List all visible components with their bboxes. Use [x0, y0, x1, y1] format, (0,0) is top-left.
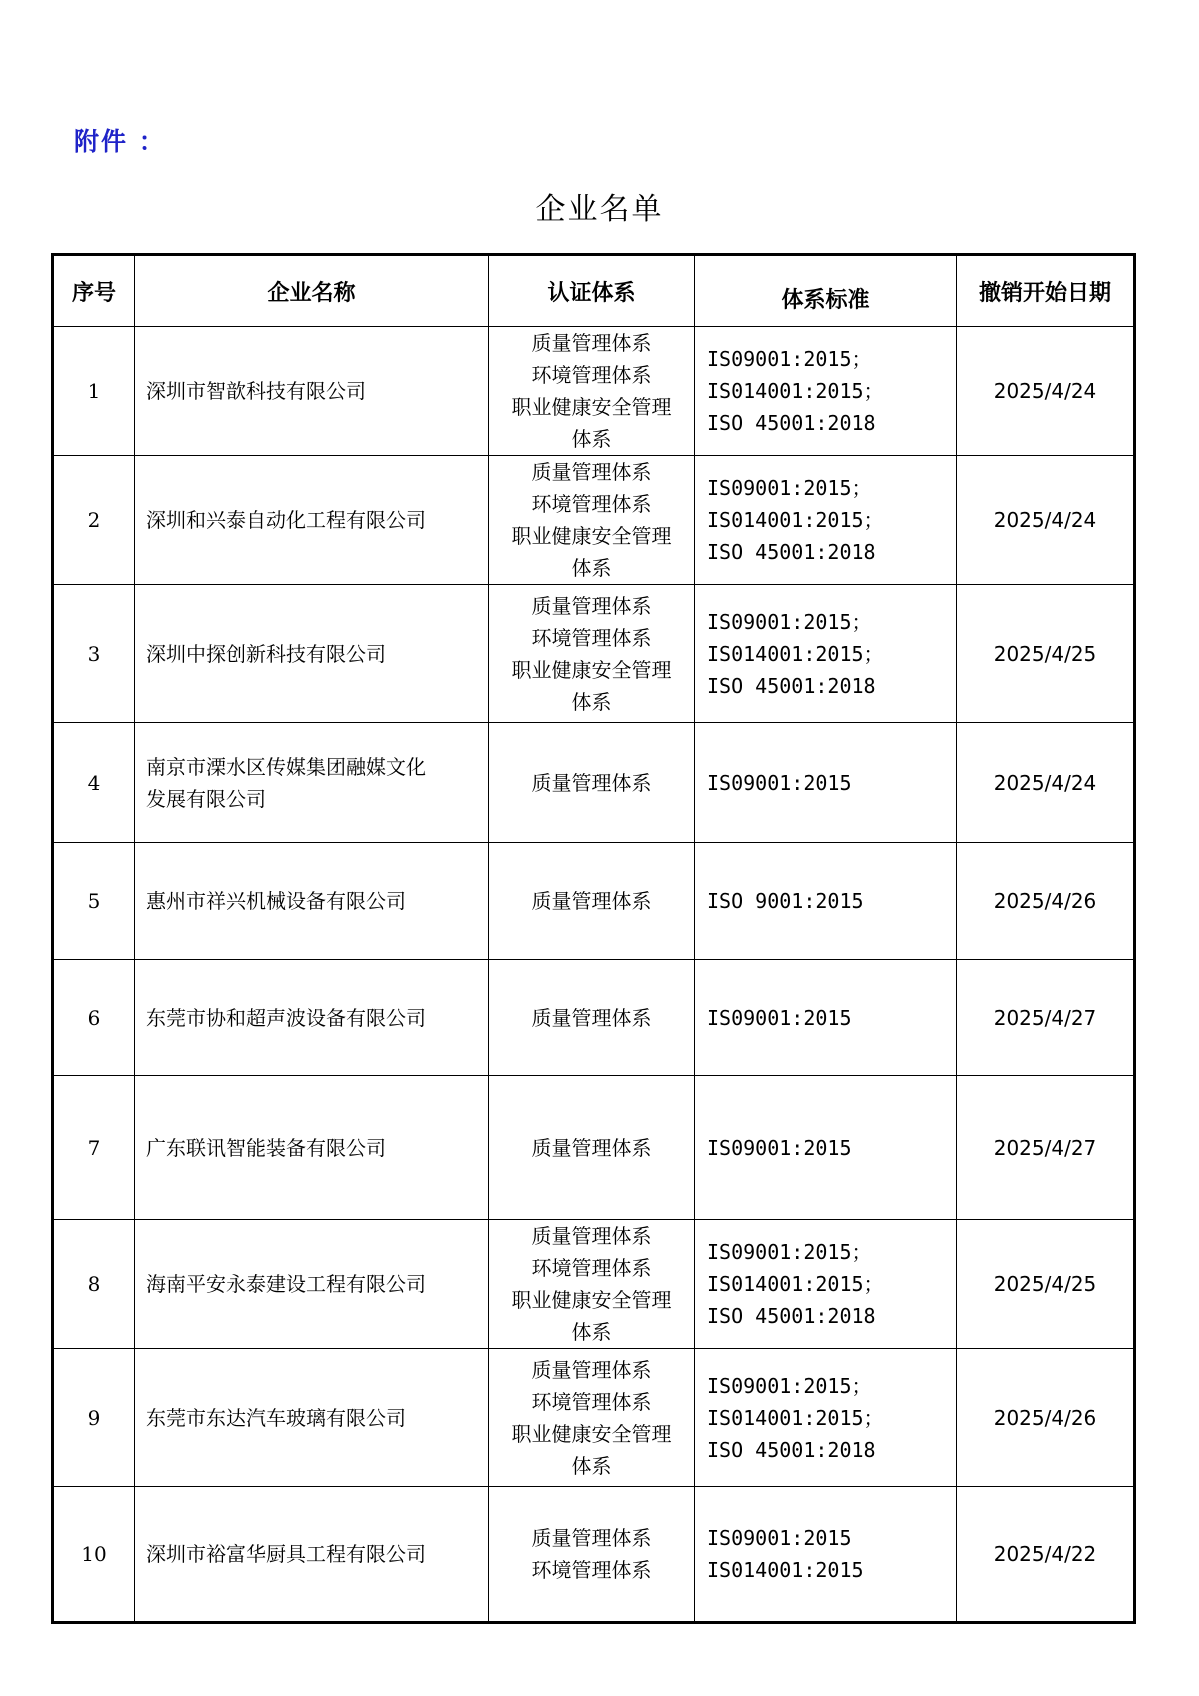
certification-system-cell-line: 职业健康安全管理 — [511, 1421, 672, 1446]
table-row — [53, 585, 1135, 723]
system-standard-cell-line: IS09001:2015； — [707, 1373, 872, 1398]
system-standard-cell — [695, 1220, 957, 1349]
system-standard-cell — [695, 1487, 957, 1623]
serial-number-cell: 10 — [53, 1487, 135, 1623]
certification-system-cell — [489, 723, 695, 843]
system-standard-cell-line: ISO 45001:2018 — [707, 540, 876, 564]
certification-system-cell-line: 体系 — [571, 427, 612, 451]
serial-number-cell: 8 — [53, 1220, 135, 1349]
certification-system-cell-line: 体系 — [571, 1320, 612, 1344]
header-system-standard: 体系标准 — [695, 255, 957, 327]
enterprise-name-cell-line: 惠州市祥兴机械设备有限公司 — [146, 889, 406, 913]
document-title: 企业名单 — [535, 192, 664, 227]
system-standard-cell-line: IS09001:2015； — [707, 476, 872, 500]
certification-system-cell — [489, 456, 695, 585]
certification-system-cell-line: 质量管理体系 — [531, 1224, 652, 1248]
system-standard-cell-line: IS014001:2015 — [707, 1558, 864, 1582]
enterprise-list-table — [51, 253, 1136, 1624]
system-standard-cell — [695, 456, 957, 585]
enterprise-name-cell-line: 深圳市裕富华厨具工程有限公司 — [146, 1542, 426, 1566]
enterprise-name-cell-line: 深圳中探创新科技有限公司 — [146, 641, 386, 666]
system-standard-cell-line: IS014001:2015； — [707, 508, 884, 532]
enterprise-name-cell — [135, 1220, 489, 1349]
system-standard-cell-line: IS014001:2015； — [707, 641, 884, 666]
revocation-date-cell: 2025/4/27 — [957, 1076, 1135, 1220]
certification-system-cell — [489, 843, 695, 960]
serial-number-cell: 1 — [53, 327, 135, 456]
revocation-date-cell: 2025/4/25 — [957, 1220, 1135, 1349]
system-standard-cell — [695, 723, 957, 843]
table-row — [53, 456, 1135, 585]
certification-system-cell-line: 体系 — [571, 556, 612, 580]
system-standard-cell-line: IS09001:2015 — [707, 1135, 852, 1160]
serial-number-cell: 9 — [53, 1349, 135, 1487]
revocation-date-cell: 2025/4/25 — [957, 585, 1135, 723]
certification-system-cell-line: 职业健康安全管理 — [511, 395, 672, 419]
table-row — [53, 1349, 1135, 1487]
table-row — [53, 843, 1135, 960]
revocation-date-cell: 2025/4/27 — [957, 960, 1135, 1076]
enterprise-name-cell-line: 深圳和兴泰自动化工程有限公司 — [146, 508, 426, 532]
system-standard-cell-line: ISO 45001:2018 — [707, 1304, 876, 1328]
certification-system-cell-line: 质量管理体系 — [531, 1005, 652, 1030]
enterprise-name-cell-line: 东莞市协和超声波设备有限公司 — [146, 1005, 426, 1030]
certification-system-cell — [489, 585, 695, 723]
revocation-date-cell: 2025/4/26 — [957, 843, 1135, 960]
system-standard-cell — [695, 1349, 957, 1487]
certification-system-cell — [489, 1076, 695, 1220]
system-standard-cell-line: IS09001:2015 — [707, 1005, 852, 1030]
system-standard-cell-line: ISO 45001:2018 — [707, 411, 876, 435]
certification-system-cell — [489, 1487, 695, 1623]
revocation-date-cell: 2025/4/22 — [957, 1487, 1135, 1623]
enterprise-name-cell-line: 发展有限公司 — [146, 786, 266, 811]
system-standard-cell-line: ISO 45001:2018 — [707, 1437, 876, 1462]
system-standard-cell-line: IS09001:2015； — [707, 1240, 872, 1264]
certification-system-cell-line: 质量管理体系 — [531, 593, 652, 618]
enterprise-name-cell — [135, 1076, 489, 1220]
revocation-date-cell: 2025/4/26 — [957, 1349, 1135, 1487]
system-standard-cell — [695, 960, 957, 1076]
certification-system-cell-line: 体系 — [571, 689, 612, 714]
header-revocation-start-date: 撤销开始日期 — [957, 255, 1135, 327]
system-standard-cell-line: IS09001:2015 — [707, 1526, 852, 1550]
revocation-date-cell: 2025/4/24 — [957, 456, 1135, 585]
certification-system-cell-line: 职业健康安全管理 — [511, 1288, 672, 1312]
certification-system-cell-line: 环境管理体系 — [531, 492, 652, 516]
certification-system-cell-line: 环境管理体系 — [531, 1389, 652, 1414]
enterprise-name-cell — [135, 723, 489, 843]
enterprise-name-cell — [135, 585, 489, 723]
system-standard-cell — [695, 843, 957, 960]
serial-number-cell: 2 — [53, 456, 135, 585]
table-row — [53, 1076, 1135, 1220]
table-body — [53, 327, 1135, 1623]
enterprise-name-cell — [135, 960, 489, 1076]
table-row — [53, 1487, 1135, 1623]
enterprise-name-cell-line: 深圳市智歆科技有限公司 — [146, 379, 366, 403]
certification-system-cell-line: 环境管理体系 — [531, 1256, 652, 1280]
certification-system-cell-line: 质量管理体系 — [531, 889, 652, 913]
certification-system-cell-line: 环境管理体系 — [531, 625, 652, 650]
enterprise-name-cell — [135, 1349, 489, 1487]
certification-system-cell-line: 职业健康安全管理 — [511, 657, 672, 682]
certification-system-cell-line: 质量管理体系 — [531, 770, 652, 795]
certification-system-cell-line: 质量管理体系 — [531, 1135, 652, 1160]
system-standard-cell-line: IS09001:2015； — [707, 347, 872, 371]
enterprise-name-cell — [135, 456, 489, 585]
system-standard-cell-line: ISO 9001:2015 — [707, 889, 864, 913]
enterprise-name-cell — [135, 843, 489, 960]
certification-system-cell-line: 环境管理体系 — [531, 363, 652, 387]
system-standard-cell-line: IS014001:2015； — [707, 1272, 884, 1296]
enterprise-name-cell-line: 海南平安永泰建设工程有限公司 — [146, 1272, 426, 1296]
certification-system-cell — [489, 1349, 695, 1487]
certification-system-cell-line: 质量管理体系 — [531, 331, 652, 355]
certification-system-cell-line: 环境管理体系 — [531, 1558, 652, 1582]
system-standard-cell — [695, 585, 957, 723]
table-row — [53, 960, 1135, 1076]
header-serial-number: 序号 — [53, 255, 135, 327]
attachment-label: 附件 ： — [74, 127, 166, 156]
serial-number-cell: 5 — [53, 843, 135, 960]
certification-system-cell-line: 职业健康安全管理 — [511, 524, 672, 548]
enterprise-name-cell-line: 南京市溧水区传媒集团融媒文化 — [146, 754, 426, 779]
system-standard-cell — [695, 1076, 957, 1220]
certification-system-cell-line: 质量管理体系 — [531, 1357, 652, 1382]
enterprise-name-cell-line: 东莞市东达汽车玻璃有限公司 — [146, 1405, 406, 1430]
table-row — [53, 1220, 1135, 1349]
system-standard-cell-line: IS09001:2015； — [707, 609, 872, 634]
table-row — [53, 723, 1135, 843]
system-standard-cell — [695, 327, 957, 456]
serial-number-cell: 6 — [53, 960, 135, 1076]
enterprise-name-cell-line: 广东联讯智能装备有限公司 — [146, 1135, 386, 1160]
certification-system-cell — [489, 960, 695, 1076]
certification-system-cell — [489, 327, 695, 456]
revocation-date-cell: 2025/4/24 — [957, 327, 1135, 456]
system-standard-cell-line: IS014001:2015； — [707, 379, 884, 403]
revocation-date-cell: 2025/4/24 — [957, 723, 1135, 843]
serial-number-cell: 7 — [53, 1076, 135, 1220]
serial-number-cell: 4 — [53, 723, 135, 843]
table-header-row — [53, 255, 1135, 327]
certification-system-cell-line: 质量管理体系 — [531, 460, 652, 484]
enterprise-name-cell — [135, 1487, 489, 1623]
system-standard-cell-line: ISO 45001:2018 — [707, 673, 876, 698]
header-enterprise-name: 企业名称 — [135, 255, 489, 327]
header-certification-system: 认证体系 — [489, 255, 695, 327]
system-standard-cell-line: IS014001:2015； — [707, 1405, 884, 1430]
serial-number-cell: 3 — [53, 585, 135, 723]
certification-system-cell-line: 质量管理体系 — [531, 1526, 652, 1550]
certification-system-cell — [489, 1220, 695, 1349]
table-row — [53, 327, 1135, 456]
enterprise-name-cell — [135, 327, 489, 456]
system-standard-cell-line: IS09001:2015 — [707, 770, 852, 795]
certification-system-cell-line: 体系 — [571, 1453, 612, 1478]
